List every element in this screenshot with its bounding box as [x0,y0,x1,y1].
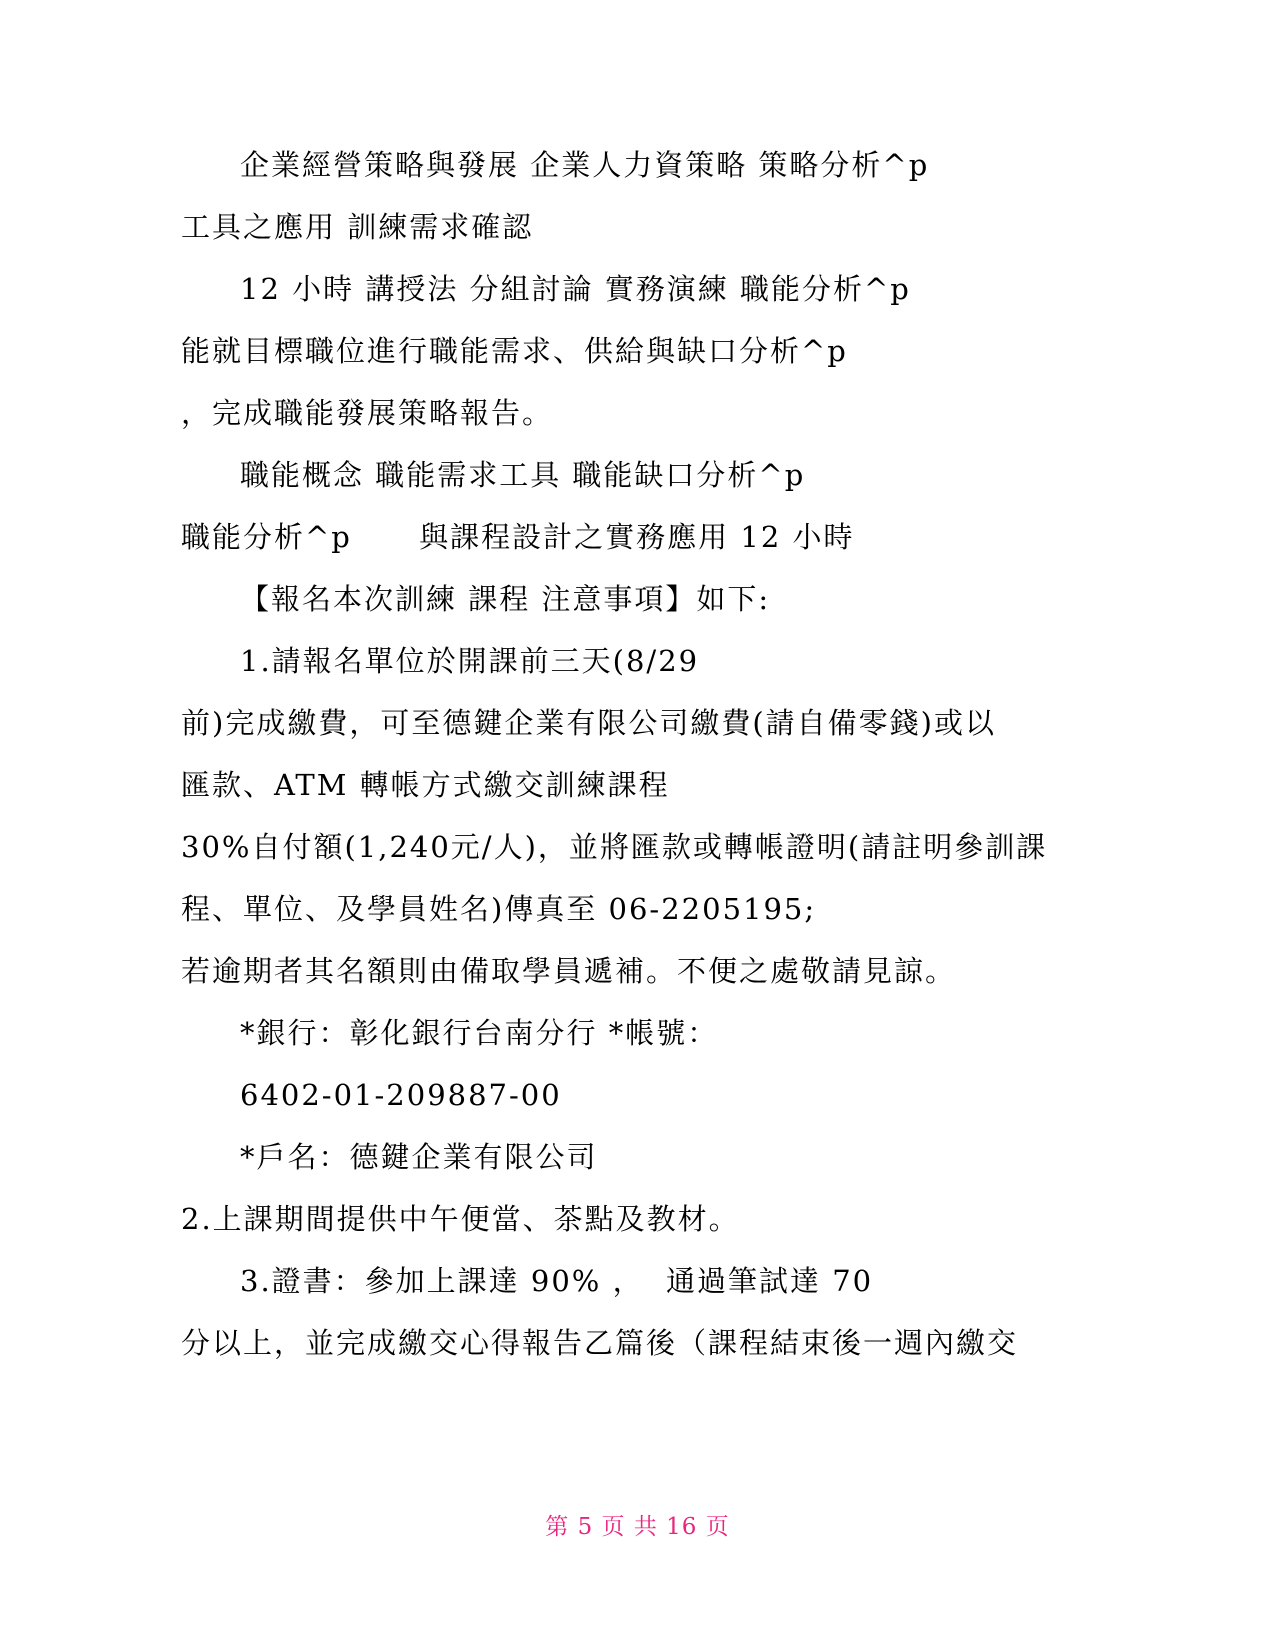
text-line: 3.證書：參加上課達 90% ， 通過筆試達 70 [240,1264,874,1298]
text-line: 能就目標職位進行職能需求、供給與缺口分析^p [181,334,848,368]
text-line: *戶名：德鍵企業有限公司 [240,1140,598,1174]
text-line: 12 小時 講授法 分組討論 實務演練 職能分析^p [240,272,911,306]
text-line: 2.上課期間提供中午便當、茶點及教材。 [181,1202,740,1236]
text-line: 【報名本次訓練 課程 注意事項】如下: [240,582,771,616]
text-line: 前)完成繳費，可至德鍵企業有限公司繳費(請自備零錢)或以 [181,706,996,740]
page-number-footer: 第 5 页 共 16 页 [545,1514,730,1540]
text-line: 工具之應用 訓練需求確認 [181,210,534,244]
text-line: 職能分析^p 與課程設計之實務應用 12 小時 [181,520,855,554]
text-line: 若逾期者其名額則由備取學員遞補。不便之處敬請見諒。 [181,954,957,988]
text-line: 程、單位、及學員姓名)傳真至 06-2205195; [181,892,817,926]
text-line: 職能概念 職能需求工具 職能缺口分析^p [240,458,806,492]
text-line: 企業經營策略與發展 企業人力資策略 策略分析^p [240,148,930,182]
text-line: 分以上，並完成繳交心得報告乙篇後（課程結束後一週內繳交 [181,1326,1019,1360]
text-line: 30%自付額(1,240元/人)，並將匯款或轉帳證明(請註明參訓課 [181,830,1048,864]
text-line: 1.請報名單位於開課前三天(8/29 [240,644,700,678]
text-line: 6402-01-209887-00 [240,1078,562,1112]
text-line: *銀行：彰化銀行台南分行 *帳號： [240,1016,719,1050]
text-line: 匯款、ATM 轉帳方式繳交訓練課程 [181,768,670,802]
text-line: ，完成職能發展策略報告。 [181,396,554,430]
